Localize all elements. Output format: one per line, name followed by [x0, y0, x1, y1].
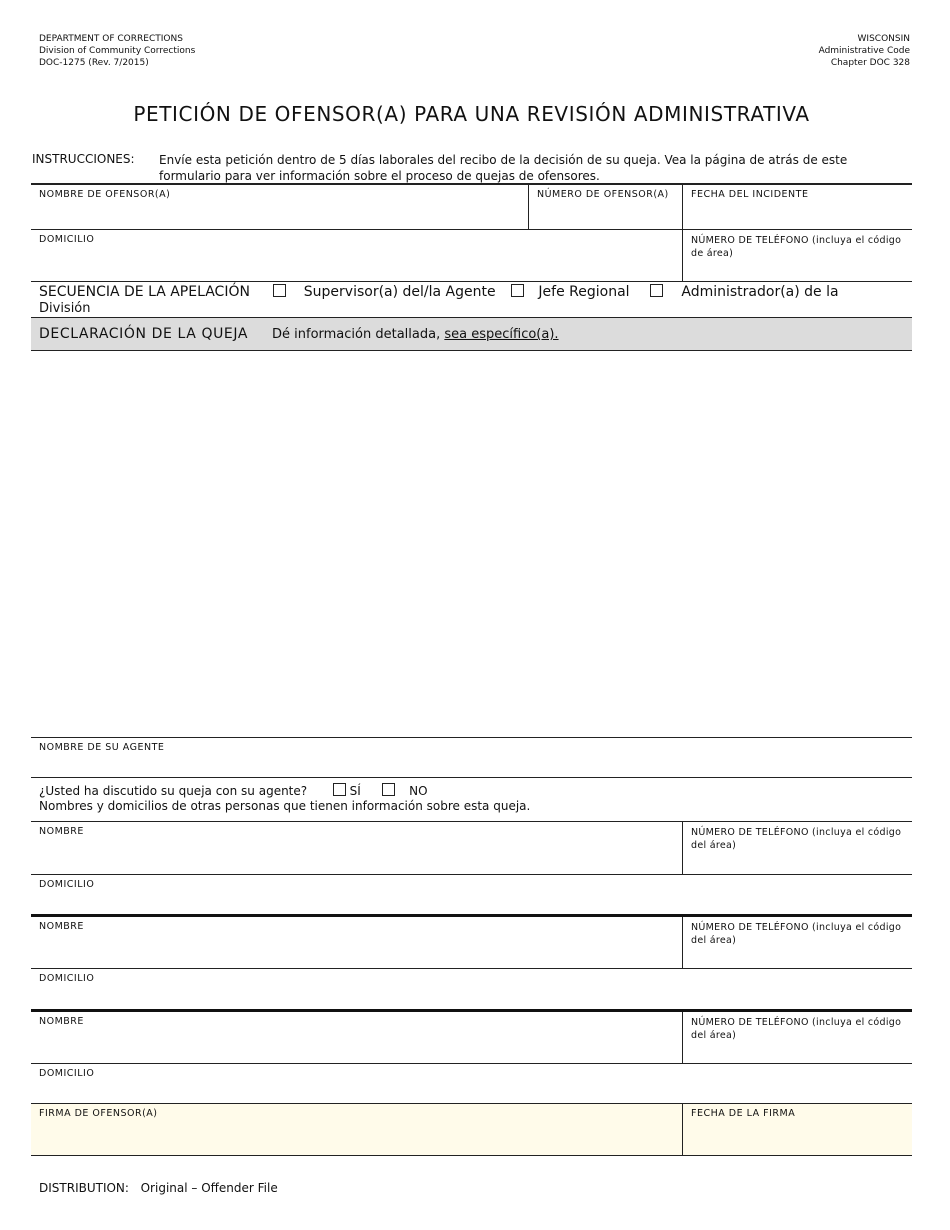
contact-name-label: NOMBRE: [39, 921, 84, 932]
contact-2-phone-field[interactable]: [682, 917, 912, 968]
signature-row: [31, 1104, 912, 1156]
contact-1-address-field[interactable]: [31, 875, 912, 914]
distribution-label: DISTRIBUTION:: [39, 1181, 129, 1195]
incident-date-label: FECHA DEL INCIDENTE: [691, 189, 809, 200]
contact-1-name-field[interactable]: [31, 822, 682, 874]
contact-1-address-row: [31, 875, 912, 914]
contact-address-label: DOMICILIO: [39, 1068, 95, 1079]
contact-3-address-field[interactable]: [31, 1064, 912, 1103]
address-row: [31, 230, 912, 282]
contact-2-address-row: [31, 969, 912, 1009]
signature-label: FIRMA DE OFENSOR(A): [39, 1108, 158, 1119]
contact-3-phone-field[interactable]: [682, 1012, 912, 1063]
contact-phone-label: NÚMERO DE TELÉFONO (incluya el código del área): [691, 827, 902, 851]
complaint-label: DECLARACIÓN DE LA QUEJA: [39, 326, 249, 342]
contact-name-label: NOMBRE: [39, 1016, 84, 1027]
header-code-block: [819, 33, 910, 69]
agency-name: DEPARTMENT OF CORRECTIONS: [39, 34, 183, 44]
complaint-hint-emphasis: sea específico(a).: [444, 327, 559, 342]
contact-name-label: NOMBRE: [39, 826, 84, 837]
regional-chief-checkbox[interactable]: [511, 284, 524, 297]
address-field[interactable]: [31, 230, 682, 281]
contact-3-name-field[interactable]: [31, 1012, 682, 1063]
division-name: Division of Community Corrections: [39, 46, 196, 56]
instructions-text: Envíe esta petición dentro de 5 días laborales del recibo de la decisión de su queja. Vea la página de atrás de este formulario para ver información sobre el proceso de quejas de ofensores.: [159, 153, 848, 183]
phone-field[interactable]: [682, 230, 912, 281]
contact-phone-label: NÚMERO DE TELÉFONO (incluya el código del área): [691, 922, 902, 946]
distribution-value: Original – Offender File: [140, 1181, 278, 1195]
discussed-no-label: NO: [409, 784, 428, 798]
contact-3-address-row: [31, 1064, 912, 1104]
agent-name-label: NOMBRE DE SU AGENTE: [39, 742, 165, 753]
incident-date-field[interactable]: [682, 185, 912, 229]
discussed-question: ¿Usted ha discutido su queja con su agente?: [39, 784, 308, 798]
offender-number-field[interactable]: [528, 185, 682, 229]
regional-chief-option-label: Jefe Regional: [538, 284, 630, 300]
contact-3-name-row: [31, 1009, 912, 1064]
state-name: WISCONSIN: [857, 34, 910, 44]
contact-2-name-row: [31, 914, 912, 969]
discussed-row: [31, 778, 912, 822]
form-number: DOC-1275 (Rev. 7/2015): [39, 58, 149, 68]
chapter-ref: Chapter DOC 328: [830, 58, 910, 68]
administrator-option-continuation: División: [39, 301, 91, 316]
offender-info-row: [31, 183, 912, 230]
supervisor-option-label: Supervisor(a) del/la Agente: [303, 284, 496, 300]
discussed-no-checkbox[interactable]: [382, 783, 395, 796]
contact-2-address-field[interactable]: [31, 969, 912, 1009]
form-title: PETICIÓN DE OFENSOR(A) PARA UNA REVISIÓN ADMINISTRATIVA: [133, 102, 810, 126]
phone-label: NÚMERO DE TELÉFONO (incluya el código de área): [691, 235, 902, 259]
offender-number-label: NÚMERO DE OFENSOR(A): [537, 189, 669, 200]
discussed-yes-label: SÍ: [349, 784, 361, 798]
contact-2-name-field[interactable]: [31, 917, 682, 968]
contact-phone-label: NÚMERO DE TELÉFONO (incluya el código del área): [691, 1017, 902, 1041]
contact-address-label: DOMICILIO: [39, 973, 95, 984]
discussed-yes-checkbox[interactable]: [333, 783, 346, 796]
header-agency-block: [39, 33, 195, 69]
signature-date-field[interactable]: [682, 1104, 912, 1155]
administrator-option-label: Administrador(a) de la: [681, 284, 839, 300]
complaint-hint: [272, 327, 559, 342]
appeal-sequence-label: SECUENCIA DE LA APELACIÓN: [39, 284, 250, 300]
contact-1-phone-field[interactable]: [682, 822, 912, 874]
appeal-sequence-row: [31, 282, 912, 318]
supervisor-checkbox[interactable]: [273, 284, 286, 297]
distribution-line: [39, 1181, 278, 1195]
complaint-hint-text: Dé información detallada,: [272, 327, 441, 342]
code-name: Administrative Code: [818, 46, 910, 56]
offender-name-label: NOMBRE DE OFENSOR(A): [39, 189, 171, 200]
address-label: DOMICILIO: [39, 234, 95, 245]
contact-1-name-row: [31, 822, 912, 875]
complaint-header: [31, 318, 912, 351]
agent-name-row: [31, 738, 912, 778]
petition-form: [31, 183, 912, 1156]
offender-signature-field[interactable]: [31, 1104, 682, 1155]
signature-date-label: FECHA DE LA FIRMA: [691, 1108, 796, 1119]
offender-name-field[interactable]: [31, 185, 528, 229]
instructions-label: INSTRUCCIONES:: [32, 152, 135, 166]
complaint-textarea[interactable]: [31, 351, 912, 738]
agent-name-field[interactable]: [31, 738, 912, 777]
other-persons-instructions: Nombres y domicilios de otras personas que tienen información sobre esta queja.: [39, 799, 531, 813]
administrator-checkbox[interactable]: [650, 284, 663, 297]
contact-address-label: DOMICILIO: [39, 879, 95, 890]
